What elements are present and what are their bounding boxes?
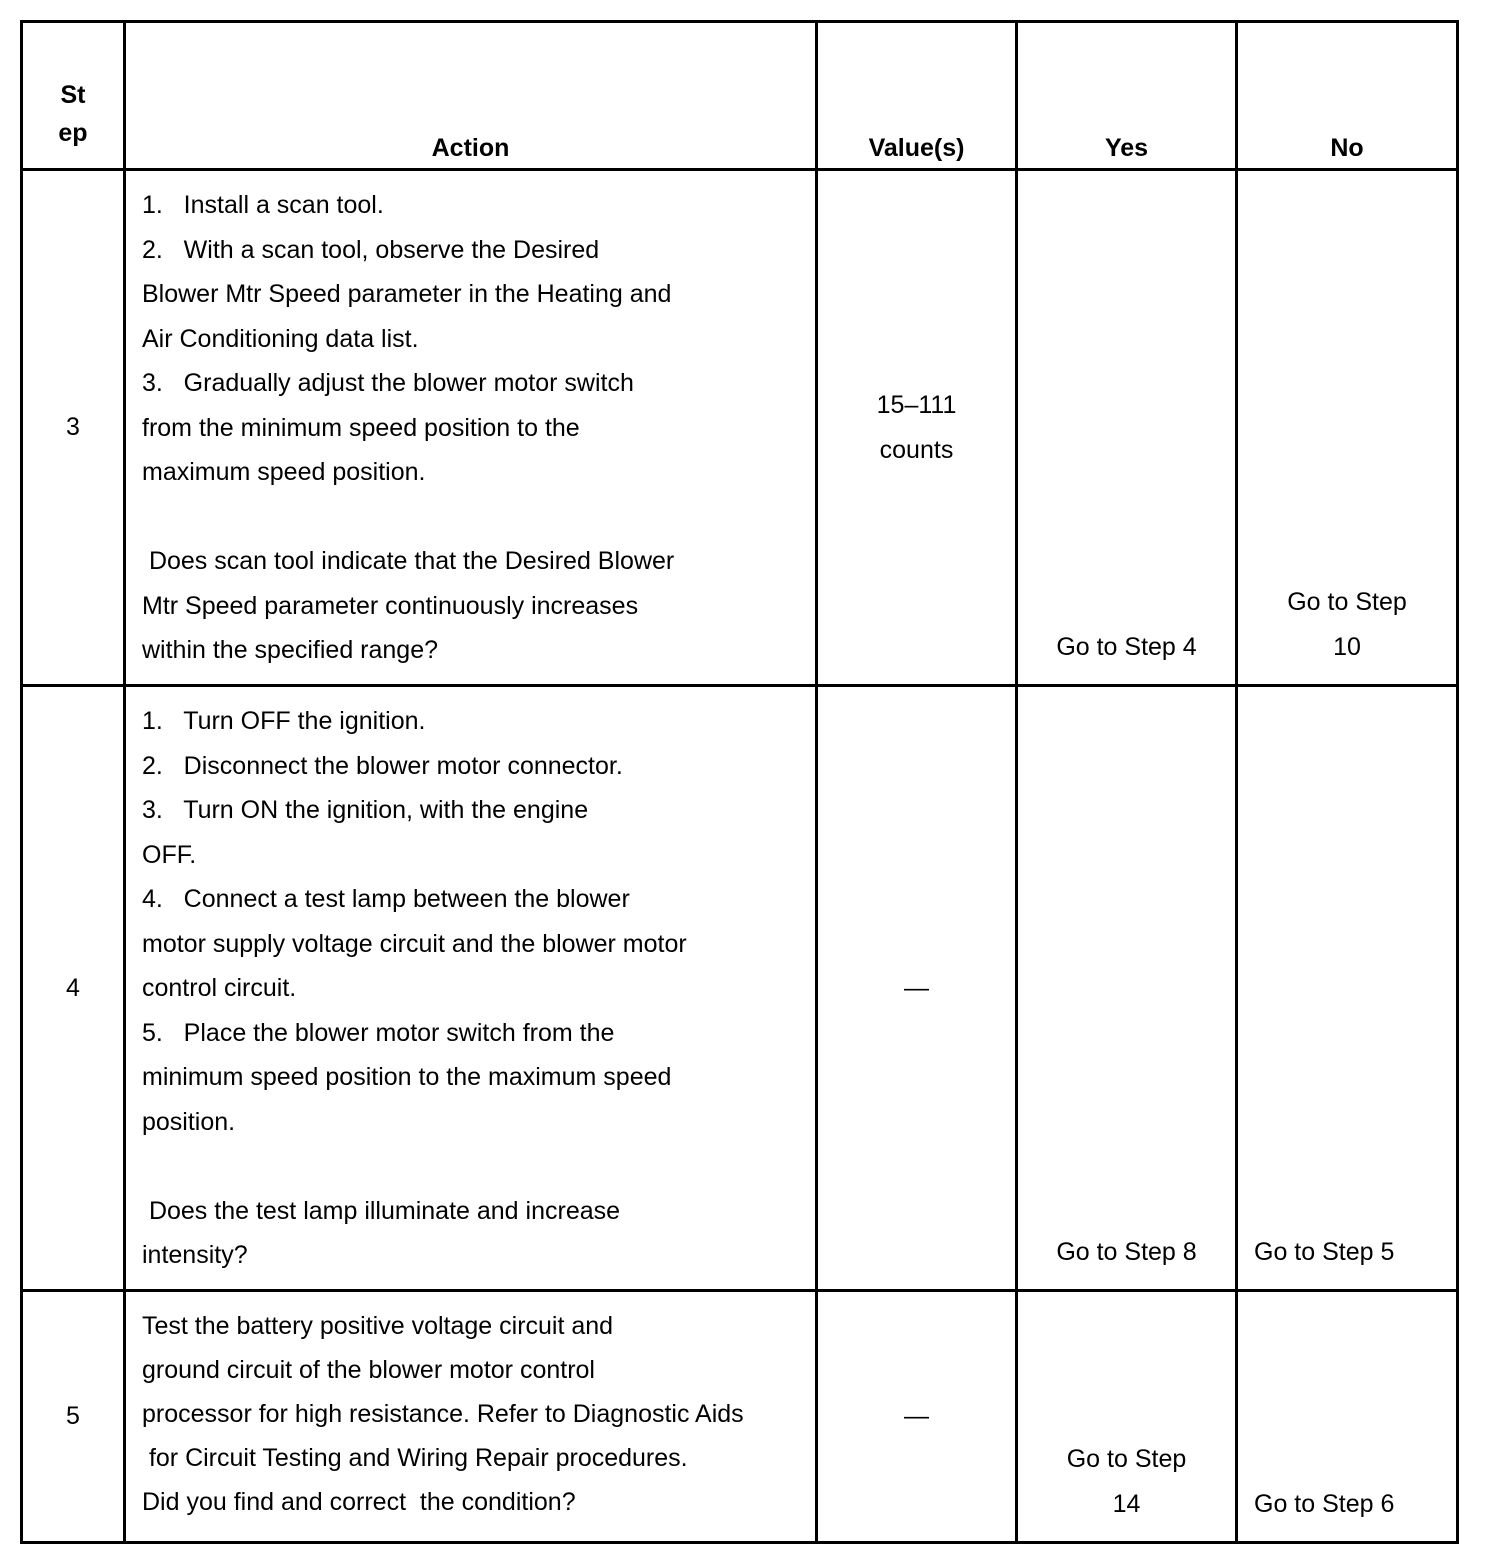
diagnostic-table (20, 20, 1459, 1544)
action-line: ground circuit of the blower motor control (142, 1356, 595, 1384)
step-number: 4 (22, 686, 125, 1291)
header-yes: Yes (1017, 22, 1237, 170)
action-line: Does scan tool indicate that the Desired Blower (142, 547, 675, 575)
action-line: minimum speed position to the maximum speed (142, 1063, 672, 1091)
table-row (22, 170, 1458, 686)
header-no: No (1237, 22, 1458, 170)
no-cell: Go to Step 5 (1237, 686, 1458, 1291)
action-line: 5. Place the blower motor switch from the (142, 1018, 615, 1047)
header-values: Value(s) (817, 22, 1017, 170)
action-line: 1. Install a scan tool. (142, 191, 384, 219)
action-line: from the minimum speed position to the (142, 413, 580, 442)
yes-cell: Go to Step 14 (1017, 1291, 1237, 1543)
action-line: OFF. (142, 840, 197, 869)
value-cell: — (817, 1291, 1017, 1543)
step-number: 3 (22, 170, 125, 686)
action-line: Air Conditioning data list. (142, 324, 419, 353)
yes-cell: Go to Step 4 (1017, 170, 1237, 686)
no-cell: Go to Step 10 (1237, 170, 1458, 686)
header-row (22, 22, 1458, 170)
header-step: St ep (22, 22, 125, 170)
action-line: 2. Disconnect the blower motor connector. (142, 751, 623, 780)
action-line: Blower Mtr Speed parameter in the Heating and (142, 280, 672, 308)
table-row (22, 1291, 1458, 1543)
action-line: for Circuit Testing and Wiring Repair procedures. (142, 1444, 688, 1472)
action-line: 3. Gradually adjust the blower motor switch (142, 369, 634, 397)
action-line: control circuit. (142, 974, 297, 1002)
action-line: Does the test lamp illuminate and increase (142, 1196, 621, 1225)
yes-cell: Go to Step 8 (1017, 686, 1237, 1291)
action-line: maximum speed position. (142, 458, 426, 486)
action-line (142, 495, 805, 540)
step-number: 5 (22, 1291, 125, 1543)
action-cell (125, 686, 817, 1291)
action-line: within the specified range? (142, 636, 439, 664)
header-action: Action (125, 22, 817, 170)
action-line: 1. Turn OFF the ignition. (142, 707, 426, 735)
action-line: processor for high resistance. Refer to Diagnostic Aids (142, 1400, 744, 1428)
value-cell: 15–111 counts (817, 170, 1017, 686)
action-line: 4. Connect a test lamp between the blower (142, 885, 630, 913)
no-cell: Go to Step 6 (1237, 1291, 1458, 1543)
action-line: 2. With a scan tool, observe the Desired (142, 235, 600, 264)
action-line (142, 1144, 805, 1189)
value-cell: — (817, 686, 1017, 1291)
action-line: motor supply voltage circuit and the blower motor (142, 929, 687, 958)
action-line: Mtr Speed parameter continuously increases (142, 591, 639, 620)
action-cell (125, 1291, 817, 1543)
action-line: Test the battery positive voltage circuit and (142, 1312, 614, 1340)
table-row (22, 686, 1458, 1291)
action-line: position. (142, 1107, 236, 1136)
action-line: Did you find and correct the condition? (142, 1488, 576, 1516)
action-line: 3. Turn ON the ignition, with the engine (142, 796, 589, 824)
action-line: intensity? (142, 1241, 248, 1269)
action-cell (125, 170, 817, 686)
